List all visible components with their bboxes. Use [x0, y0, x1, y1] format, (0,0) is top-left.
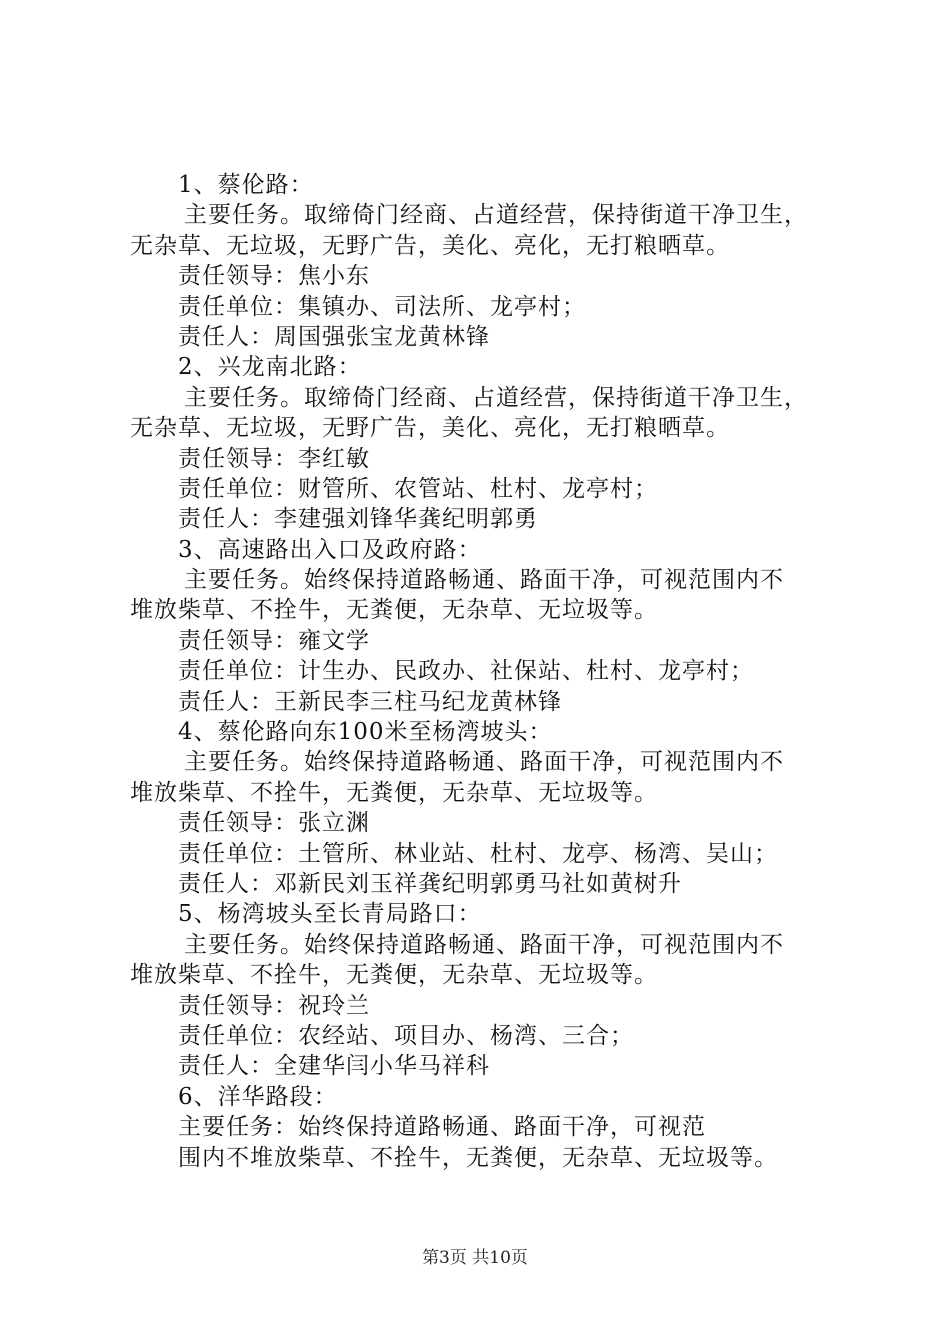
page-number-footer: 第3页 共10页: [422, 1248, 528, 1268]
task-line: 主要任务。始终保持道路畅通、路面干净，可视范围内不: [184, 567, 784, 594]
unit-line: 责任单位：土管所、林业站、杜村、龙亭、杨湾、吴山；: [178, 840, 778, 867]
section-heading: 6、洋华路段：: [178, 1083, 338, 1110]
leader-line: 责任领导：焦小东: [178, 263, 370, 290]
task-line: 主要任务。取缔倚门经商、占道经营，保持街道干净卫生，: [184, 384, 808, 411]
person-line: 责任人：邓新民刘玉祥龚纪明郭勇马社如黄树升: [178, 870, 682, 897]
task-line: 主要任务：始终保持道路畅通、路面干净，可视范: [178, 1114, 706, 1141]
section-heading: 4、蔡伦路向东100米至杨湾坡头：: [178, 719, 553, 746]
unit-line: 责任单位：计生办、民政办、社保站、杜村、龙亭村；: [178, 658, 754, 685]
person-line: 责任人：李建强刘锋华龚纪明郭勇: [178, 506, 538, 533]
section-heading: 2、兴龙南北路：: [178, 354, 362, 381]
leader-line: 责任领导：李红敏: [178, 445, 370, 472]
leader-line: 责任领导：张立渊: [178, 810, 370, 837]
leader-line: 责任领导：雍文学: [178, 627, 370, 654]
task-line: 主要任务。始终保持道路畅通、路面干净，可视范围内不: [184, 749, 784, 776]
task-line: 主要任务。始终保持道路畅通、路面干净，可视范围内不: [184, 931, 784, 958]
task-continuation: 堆放柴草、不拴牛，无粪便，无杂草、无垃圾等。: [130, 962, 658, 989]
unit-line: 责任单位：财管所、农管站、杜村、龙亭村；: [178, 475, 658, 502]
leader-line: 责任领导：祝玲兰: [178, 992, 370, 1019]
section-heading: 3、高速路出入口及政府路：: [178, 536, 482, 563]
task-continuation: 堆放柴草、不拴牛，无粪便，无杂草、无垃圾等。: [130, 779, 658, 806]
section-heading: 5、杨湾坡头至长青局路口：: [178, 901, 482, 928]
person-line: 责任人：全建华闫小华马祥科: [178, 1053, 490, 1080]
unit-line: 责任单位：农经站、项目办、杨湾、三合；: [178, 1022, 634, 1049]
section-heading: 1、蔡伦路：: [178, 172, 314, 198]
person-line: 责任人：周国强张宝龙黄林锋: [178, 323, 490, 350]
unit-line: 责任单位：集镇办、司法所、龙亭村；: [178, 293, 586, 320]
task-continuation: 无杂草、无垃圾，无野广告，美化、亮化，无打粮晒草。: [130, 232, 730, 259]
task-continuation: 无杂草、无垃圾，无野广告，美化、亮化，无打粮晒草。: [130, 415, 730, 442]
task-continuation: 堆放柴草、不拴牛，无粪便，无杂草、无垃圾等。: [130, 597, 658, 624]
person-line: 责任人：王新民李三柱马纪龙黄林锋: [178, 688, 562, 715]
task-continuation: 围内不堆放柴草、不拴牛，无粪便，无杂草、无垃圾等。: [178, 1144, 778, 1171]
document-body: [130, 170, 850, 1173]
task-line: 主要任务。取缔倚门经商、占道经营，保持街道干净卫生，: [184, 202, 808, 229]
